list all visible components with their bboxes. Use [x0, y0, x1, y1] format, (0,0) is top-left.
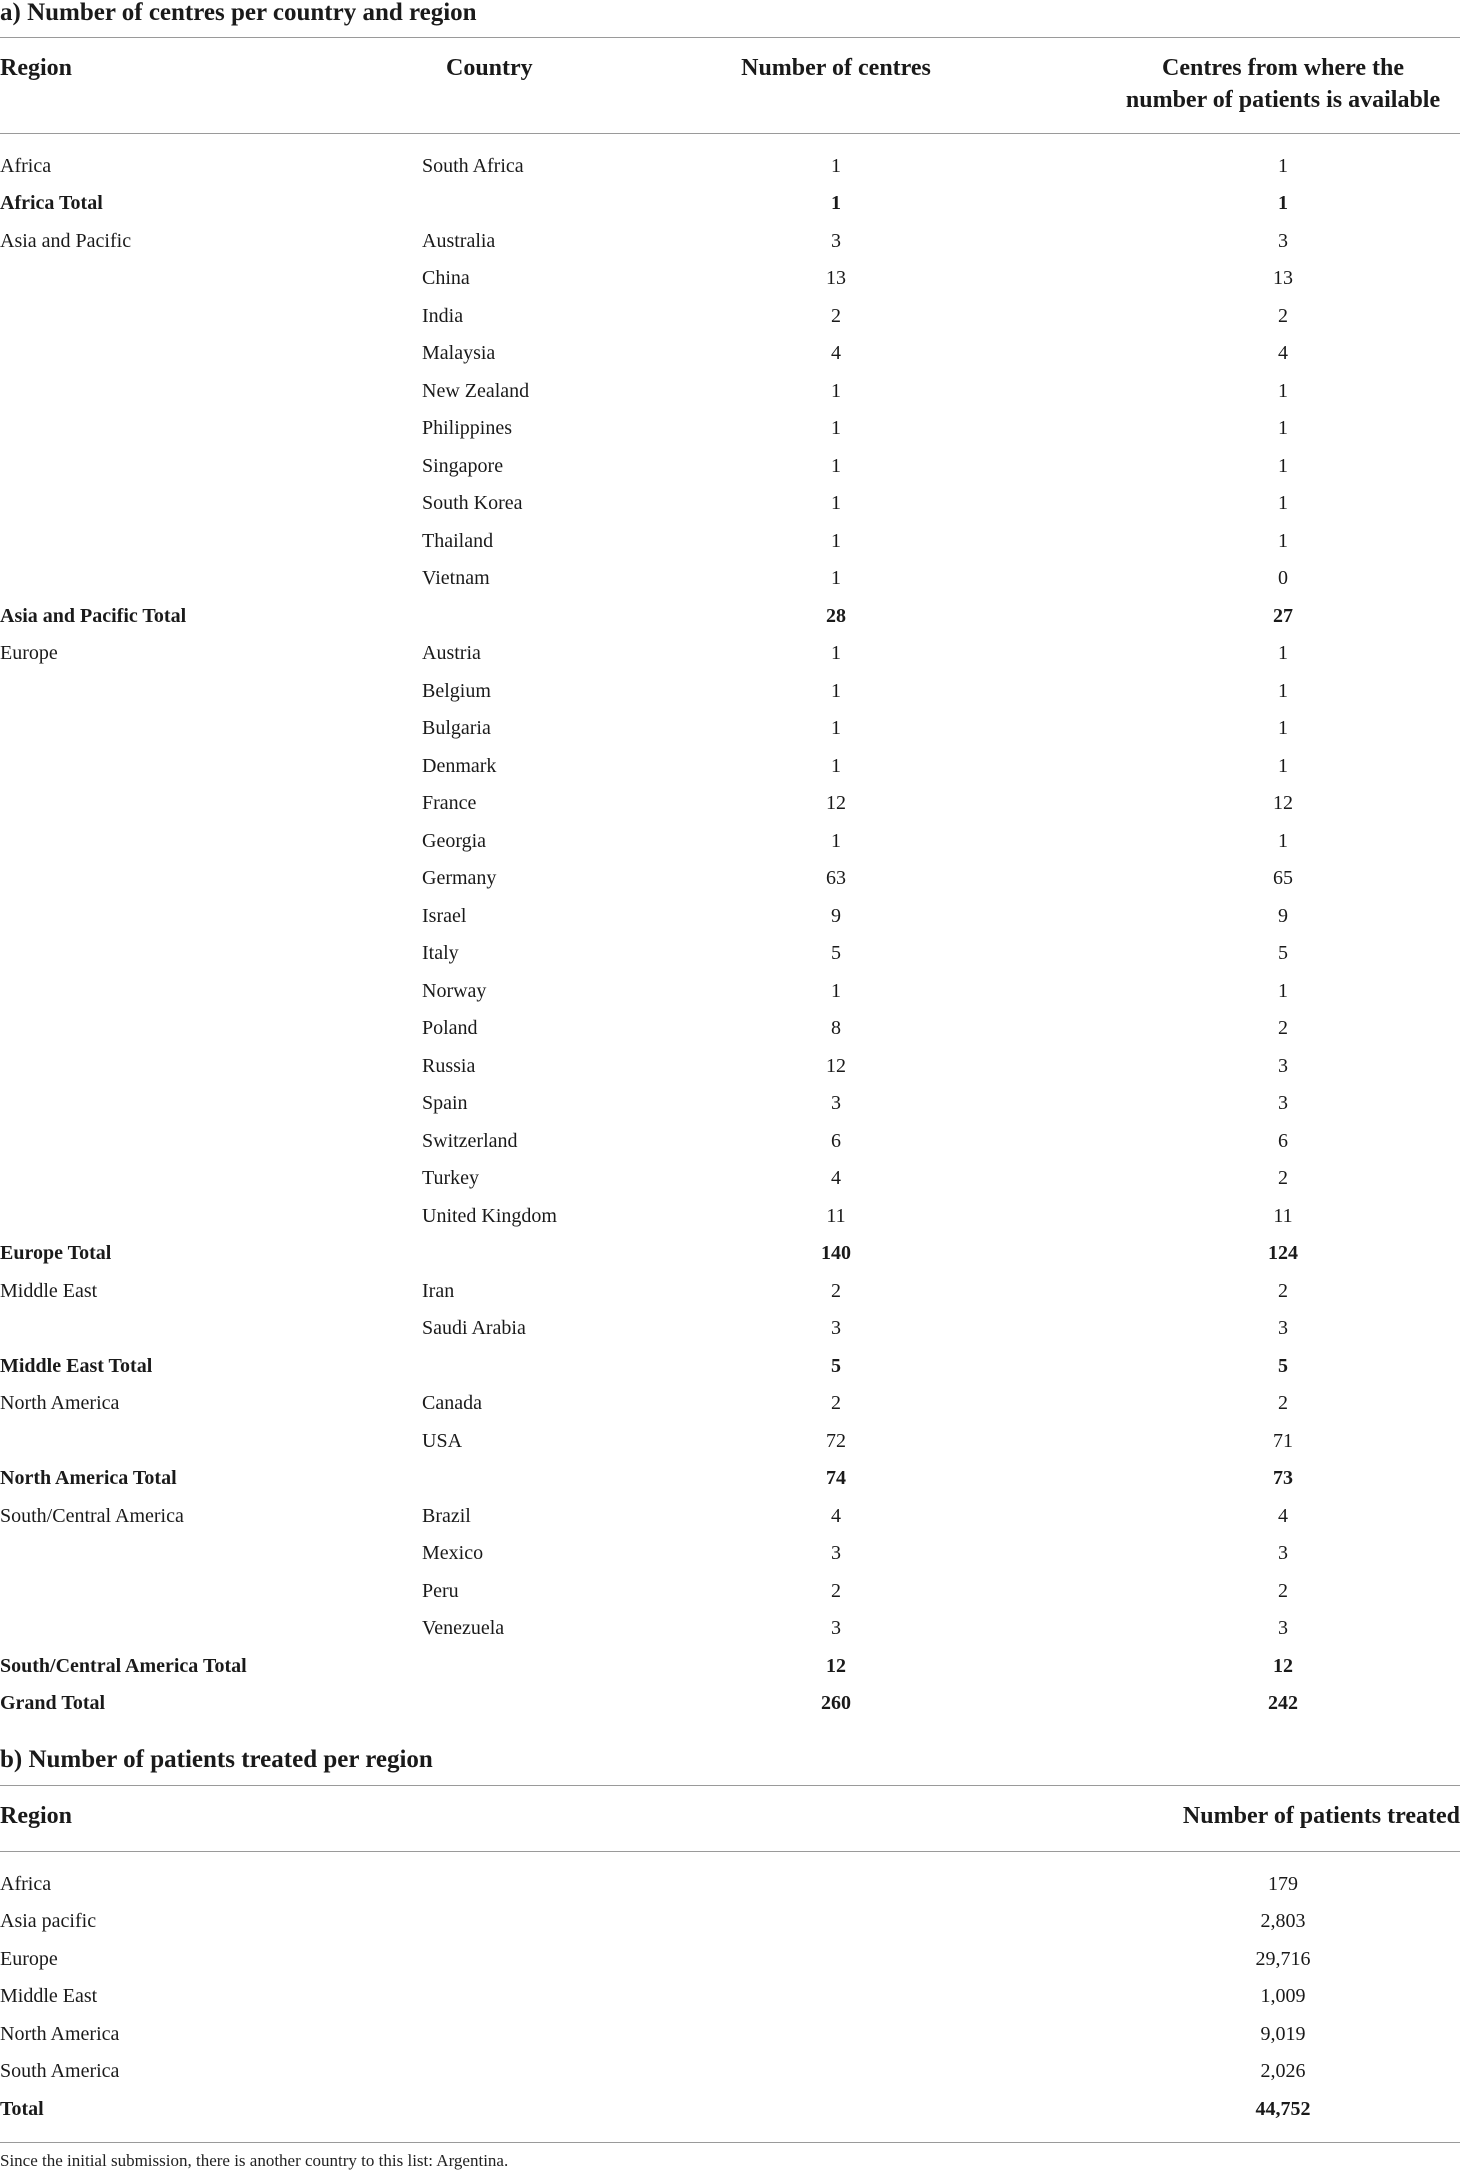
- table-a-cell-centres-available: 5: [1278, 1354, 1288, 1377]
- table-a-cell-number-of-centres: 3: [831, 1317, 841, 1339]
- table-a-cell-number-of-centres: 1: [831, 679, 841, 702]
- table-a-cell-centres-available: 1: [1278, 717, 1288, 739]
- table-a-cell-region: Middle East Total: [0, 1354, 153, 1377]
- table-a-cell-country: Bulgaria: [422, 717, 491, 739]
- table-a-row: [0, 748, 1460, 786]
- table-a-header-region: Region: [0, 55, 72, 81]
- table-a-cell-country: Austria: [422, 642, 481, 664]
- table-a-cell-number-of-centres: 74: [826, 1467, 846, 1489]
- table-a-cell-region: South/Central America: [0, 1504, 184, 1527]
- table-a-cell-number-of-centres: 12: [826, 1654, 846, 1677]
- table-a-cell-centres-available: 2: [1278, 1279, 1288, 1302]
- table-a-cell-centres-available: 1: [1278, 492, 1288, 514]
- table-a-cell-country: Belgium: [422, 679, 491, 702]
- table-a-cell-centres-available: 0: [1278, 567, 1288, 589]
- table-a-row: [0, 223, 1460, 261]
- table-b-title: b) Number of patients treated per region: [0, 1746, 433, 1773]
- table-a-cell-centres-available: 3: [1278, 229, 1288, 252]
- table-a-cell-centres-available: 4: [1278, 1504, 1288, 1527]
- table-a-cell-centres-available: 1: [1278, 417, 1288, 439]
- table-a-cell-region: Europe: [0, 642, 58, 664]
- table-a-cell-centres-available: 5: [1278, 942, 1288, 964]
- table-a-cell-centres-available: 65: [1273, 867, 1293, 889]
- table-a-total-row: [0, 1460, 1460, 1498]
- table-b-row: [0, 1941, 1460, 1979]
- table-a-header-number-of-centres: Number of centres: [741, 55, 931, 81]
- table-a-cell-centres-available: 4: [1278, 342, 1288, 364]
- table-a-cell-country: Venezuela: [422, 1617, 505, 1639]
- table-a-cell-centres-available: 2: [1278, 1017, 1288, 1039]
- table-a-cell-centres-available: 12: [1273, 1654, 1293, 1677]
- table-a-cell-region: Asia and Pacific: [0, 229, 132, 252]
- table-a-cell-region: Middle East: [0, 1279, 98, 1302]
- table-b-row: [0, 2016, 1460, 2054]
- table-a-cell-number-of-centres: 140: [821, 1242, 851, 1264]
- table-a-cell-centres-available: 27: [1273, 604, 1293, 627]
- table-a-cell-number-of-centres: 2: [831, 1392, 841, 1414]
- table-a-cell-country: Brazil: [422, 1504, 471, 1527]
- table-a-cell-country: Switzerland: [422, 1129, 518, 1152]
- table-b-row: [0, 1978, 1460, 2016]
- table-a-row: [0, 898, 1460, 936]
- table-a-cell-country: Philippines: [422, 417, 513, 439]
- table-a-cell-region: Africa: [0, 154, 52, 177]
- table-a-cell-centres-available: 2: [1278, 1392, 1288, 1414]
- table-a-cell-number-of-centres: 12: [826, 792, 846, 814]
- table-a-cell-country: New Zealand: [422, 379, 530, 402]
- table-a-cell-country: Malaysia: [422, 342, 496, 364]
- table-a-cell-number-of-centres: 1: [831, 717, 841, 739]
- table-a-cell-centres-available: 124: [1268, 1242, 1298, 1264]
- table-a-row: [0, 935, 1460, 973]
- table-a-cell-country: Iran: [422, 1279, 455, 1302]
- table-a-cell-centres-available: 73: [1273, 1467, 1293, 1489]
- table-a-cell-centres-available: 3: [1278, 1317, 1288, 1339]
- table-a-cell-number-of-centres: 1: [831, 979, 841, 1002]
- table-a-cell-region: South/Central America Total: [0, 1654, 247, 1677]
- table-a-header-country: Country: [446, 55, 533, 81]
- table-a-cell-country: India: [422, 304, 464, 327]
- table-a-row: [0, 860, 1460, 898]
- table-a-cell-number-of-centres: 6: [831, 1129, 841, 1152]
- table-a-row: [0, 1535, 1460, 1573]
- table-a-cell-number-of-centres: 1: [831, 642, 841, 664]
- table-a-row: [0, 148, 1460, 186]
- table-a-cell-country: Israel: [422, 904, 467, 927]
- table-b-cell-patients: 179: [1268, 1872, 1298, 1895]
- table-a-cell-centres-available: 1: [1278, 192, 1288, 214]
- table-a-cell-country: South Korea: [422, 492, 523, 514]
- table-a-cell-number-of-centres: 2: [831, 1279, 841, 1302]
- table-a-cell-centres-available: 1: [1278, 979, 1288, 1002]
- table-a-header-rule: [0, 133, 1460, 134]
- table-a-cell-country: Mexico: [422, 1542, 484, 1564]
- table-a-cell-centres-available: 71: [1273, 1429, 1293, 1452]
- table-a-cell-number-of-centres: 2: [831, 1579, 841, 1602]
- table-a-cell-centres-available: 11: [1273, 1204, 1293, 1227]
- table-a-cell-number-of-centres: 1: [831, 567, 841, 589]
- table-a-row: [0, 410, 1460, 448]
- table-a-cell-region: Grand Total: [0, 1692, 106, 1714]
- table-a-row: [0, 1310, 1460, 1348]
- table-b-cell-patients: 2,026: [1260, 2060, 1306, 2082]
- table-a-cell-number-of-centres: 1: [831, 529, 841, 552]
- table-b-cell-region: Africa: [0, 1872, 52, 1895]
- table-a-cell-country: Peru: [422, 1579, 459, 1602]
- table-b-cell-region: Asia pacific: [0, 1910, 97, 1932]
- table-a-cell-number-of-centres: 5: [831, 1354, 841, 1377]
- table-a-row: [0, 1123, 1460, 1161]
- table-a-cell-country: Italy: [422, 942, 459, 964]
- table-a-cell-number-of-centres: 5: [831, 942, 841, 964]
- table-a-cell-centres-available: 2: [1278, 304, 1288, 327]
- table-a-cell-centres-available: 242: [1268, 1692, 1298, 1714]
- table-b-header-region: Region: [0, 1803, 72, 1829]
- table-a-row: [0, 1160, 1460, 1198]
- table-a-cell-number-of-centres: 1: [831, 192, 841, 214]
- table-a-cell-number-of-centres: 1: [831, 417, 841, 439]
- table-a-cell-region: Africa Total: [0, 192, 103, 214]
- table-a-cell-number-of-centres: 4: [831, 1167, 841, 1189]
- table-b-cell-region: Total: [0, 2097, 44, 2120]
- table-a-cell-centres-available: 1: [1278, 829, 1288, 852]
- table-a-cell-number-of-centres: 3: [831, 1542, 841, 1564]
- table-b-cell-region: North America: [0, 2022, 120, 2045]
- table-a-row: [0, 1498, 1460, 1536]
- table-a-cell-number-of-centres: 4: [831, 1504, 841, 1527]
- table-a-cell-country: Thailand: [422, 529, 494, 552]
- table-a-cell-number-of-centres: 1: [831, 492, 841, 514]
- table-a-total-row: [0, 1685, 1460, 1723]
- table-a-header-available-line1: Centres from where the: [1162, 55, 1404, 81]
- table-a-cell-country: Canada: [422, 1392, 482, 1414]
- table-a-header-available-line2: number of patients is available: [1125, 87, 1441, 113]
- table-b-cell-region: Middle East: [0, 1985, 98, 2007]
- table-a-row: [0, 448, 1460, 486]
- table-b-header-rule: [0, 1851, 1460, 1852]
- table-a-cell-number-of-centres: 4: [831, 342, 841, 364]
- table-b-row: [0, 1903, 1460, 1941]
- table-a-cell-number-of-centres: 63: [826, 867, 846, 889]
- table-a-cell-centres-available: 1: [1278, 679, 1288, 702]
- table-a-row: [0, 260, 1460, 298]
- table-a-total-row: [0, 1648, 1460, 1686]
- table-a-row: [0, 485, 1460, 523]
- table-b-cell-patients: 1,009: [1260, 1985, 1306, 2007]
- table-b-cell-patients: 2,803: [1260, 1910, 1306, 1932]
- table-a-row: [0, 973, 1460, 1011]
- table-a-cell-centres-available: 1: [1278, 529, 1288, 552]
- table-a-cell-country: United Kingdom: [422, 1204, 557, 1227]
- table-a-cell-country: USA: [422, 1429, 463, 1452]
- table-a-row: [0, 560, 1460, 598]
- table-a-row: [0, 710, 1460, 748]
- table-a-top-rule: [0, 37, 1460, 38]
- table-a-cell-country: Georgia: [422, 829, 487, 852]
- table-a-cell-number-of-centres: 8: [831, 1017, 841, 1039]
- table-a-cell-number-of-centres: 2: [831, 304, 841, 327]
- table-a-total-row: [0, 1348, 1460, 1386]
- table-a-row: [0, 1423, 1460, 1461]
- table-a-cell-centres-available: 1: [1278, 379, 1288, 402]
- table-a-row: [0, 823, 1460, 861]
- table-b-total-row: [0, 2091, 1460, 2129]
- table-a-cell-centres-available: 13: [1273, 267, 1293, 289]
- table-a-cell-number-of-centres: 3: [831, 229, 841, 252]
- table-a-total-row: [0, 1235, 1460, 1273]
- table-a-cell-centres-available: 1: [1278, 154, 1288, 177]
- table-b-cell-patients: 29,716: [1255, 1947, 1311, 1970]
- table-a-cell-centres-available: 9: [1278, 904, 1288, 927]
- table-a-cell-region: North America Total: [0, 1467, 177, 1489]
- table-a-row: [0, 635, 1460, 673]
- table-a-cell-country: Norway: [422, 979, 487, 1002]
- table-a-cell-number-of-centres: 3: [831, 1092, 841, 1114]
- table-a-row: [0, 785, 1460, 823]
- table-b-bottom-rule: [0, 2142, 1460, 2143]
- table-a-row: [0, 673, 1460, 711]
- table-a-cell-number-of-centres: 1: [831, 379, 841, 402]
- table-a-row: [0, 1573, 1460, 1611]
- table-a-cell-country: Vietnam: [422, 567, 490, 589]
- table-a-cell-centres-available: 3: [1278, 1617, 1288, 1639]
- table-b-row: [0, 1866, 1460, 1904]
- table-a-title: a) Number of centres per country and region: [0, 0, 477, 26]
- table-a-cell-centres-available: 3: [1278, 1092, 1288, 1114]
- table-a-cell-country: Turkey: [422, 1167, 480, 1189]
- table-a-cell-centres-available: 6: [1278, 1129, 1288, 1152]
- table-a-cell-centres-available: 1: [1278, 454, 1288, 477]
- table-a-cell-centres-available: 1: [1278, 754, 1288, 777]
- table-a-cell-number-of-centres: 11: [826, 1204, 846, 1227]
- table-a-cell-region: North America: [0, 1392, 120, 1414]
- table-a-cell-centres-available: 1: [1278, 642, 1288, 664]
- table-a-cell-number-of-centres: 1: [831, 754, 841, 777]
- table-a-cell-number-of-centres: 1: [831, 154, 841, 177]
- table-a-cell-country: France: [422, 792, 477, 814]
- table-a-cell-centres-available: 2: [1278, 1167, 1288, 1189]
- table-a-cell-centres-available: 3: [1278, 1542, 1288, 1564]
- footnote: Since the initial submission, there is another country to this list: Argentina.: [0, 2151, 509, 2170]
- table-a-row: [0, 1048, 1460, 1086]
- table-a-total-row: [0, 185, 1460, 223]
- table-a-cell-number-of-centres: 1: [831, 829, 841, 852]
- table-a-cell-country: South Africa: [422, 154, 524, 177]
- table-a-cell-centres-available: 3: [1278, 1054, 1288, 1077]
- table-a-cell-centres-available: 2: [1278, 1579, 1288, 1602]
- table-a-row: [0, 1010, 1460, 1048]
- table-a-cell-number-of-centres: 72: [826, 1429, 846, 1452]
- table-a-cell-country: Australia: [422, 229, 496, 252]
- table-a-cell-region: Europe Total: [0, 1242, 112, 1264]
- table-b-cell-patients: 9,019: [1260, 2022, 1306, 2045]
- table-a-cell-country: Singapore: [422, 454, 504, 477]
- table-a-cell-number-of-centres: 3: [831, 1617, 841, 1639]
- table-b-cell-region: Europe: [0, 1947, 58, 1970]
- table-a-cell-number-of-centres: 13: [826, 267, 846, 289]
- table-b-cell-region: South America: [0, 2060, 120, 2082]
- table-b-row: [0, 2053, 1460, 2091]
- table-a-row: [0, 335, 1460, 373]
- table-a-cell-country: Poland: [422, 1017, 478, 1039]
- table-a-cell-country: Germany: [422, 867, 497, 889]
- table-a-row: [0, 298, 1460, 336]
- table-a-row: [0, 373, 1460, 411]
- table-a-cell-number-of-centres: 9: [831, 904, 841, 927]
- table-a-cell-country: China: [422, 267, 470, 289]
- table-a-cell-country: Spain: [422, 1092, 468, 1114]
- table-a-cell-number-of-centres: 28: [826, 604, 846, 627]
- table-a-cell-number-of-centres: 260: [821, 1692, 851, 1714]
- table-a-row: [0, 1085, 1460, 1123]
- table-a-cell-number-of-centres: 12: [826, 1054, 846, 1077]
- table-b-cell-patients: 44,752: [1255, 2097, 1311, 2120]
- table-a-total-row: [0, 598, 1460, 636]
- table-a-cell-region: Asia and Pacific Total: [0, 604, 187, 627]
- table-a-cell-number-of-centres: 1: [831, 454, 841, 477]
- table-a-cell-centres-available: 12: [1273, 792, 1293, 814]
- table-a-cell-country: Saudi Arabia: [422, 1317, 526, 1339]
- table-a-row: [0, 523, 1460, 561]
- table-b-top-rule: [0, 1785, 1460, 1786]
- table-a-row: [0, 1198, 1460, 1236]
- table-a-row: [0, 1385, 1460, 1423]
- table-a-row: [0, 1273, 1460, 1311]
- table-a-cell-country: Denmark: [422, 754, 497, 777]
- table-a-row: [0, 1610, 1460, 1648]
- table-b-header-patients: Number of patients treated: [1182, 1803, 1460, 1829]
- table-a-cell-country: Russia: [422, 1054, 476, 1077]
